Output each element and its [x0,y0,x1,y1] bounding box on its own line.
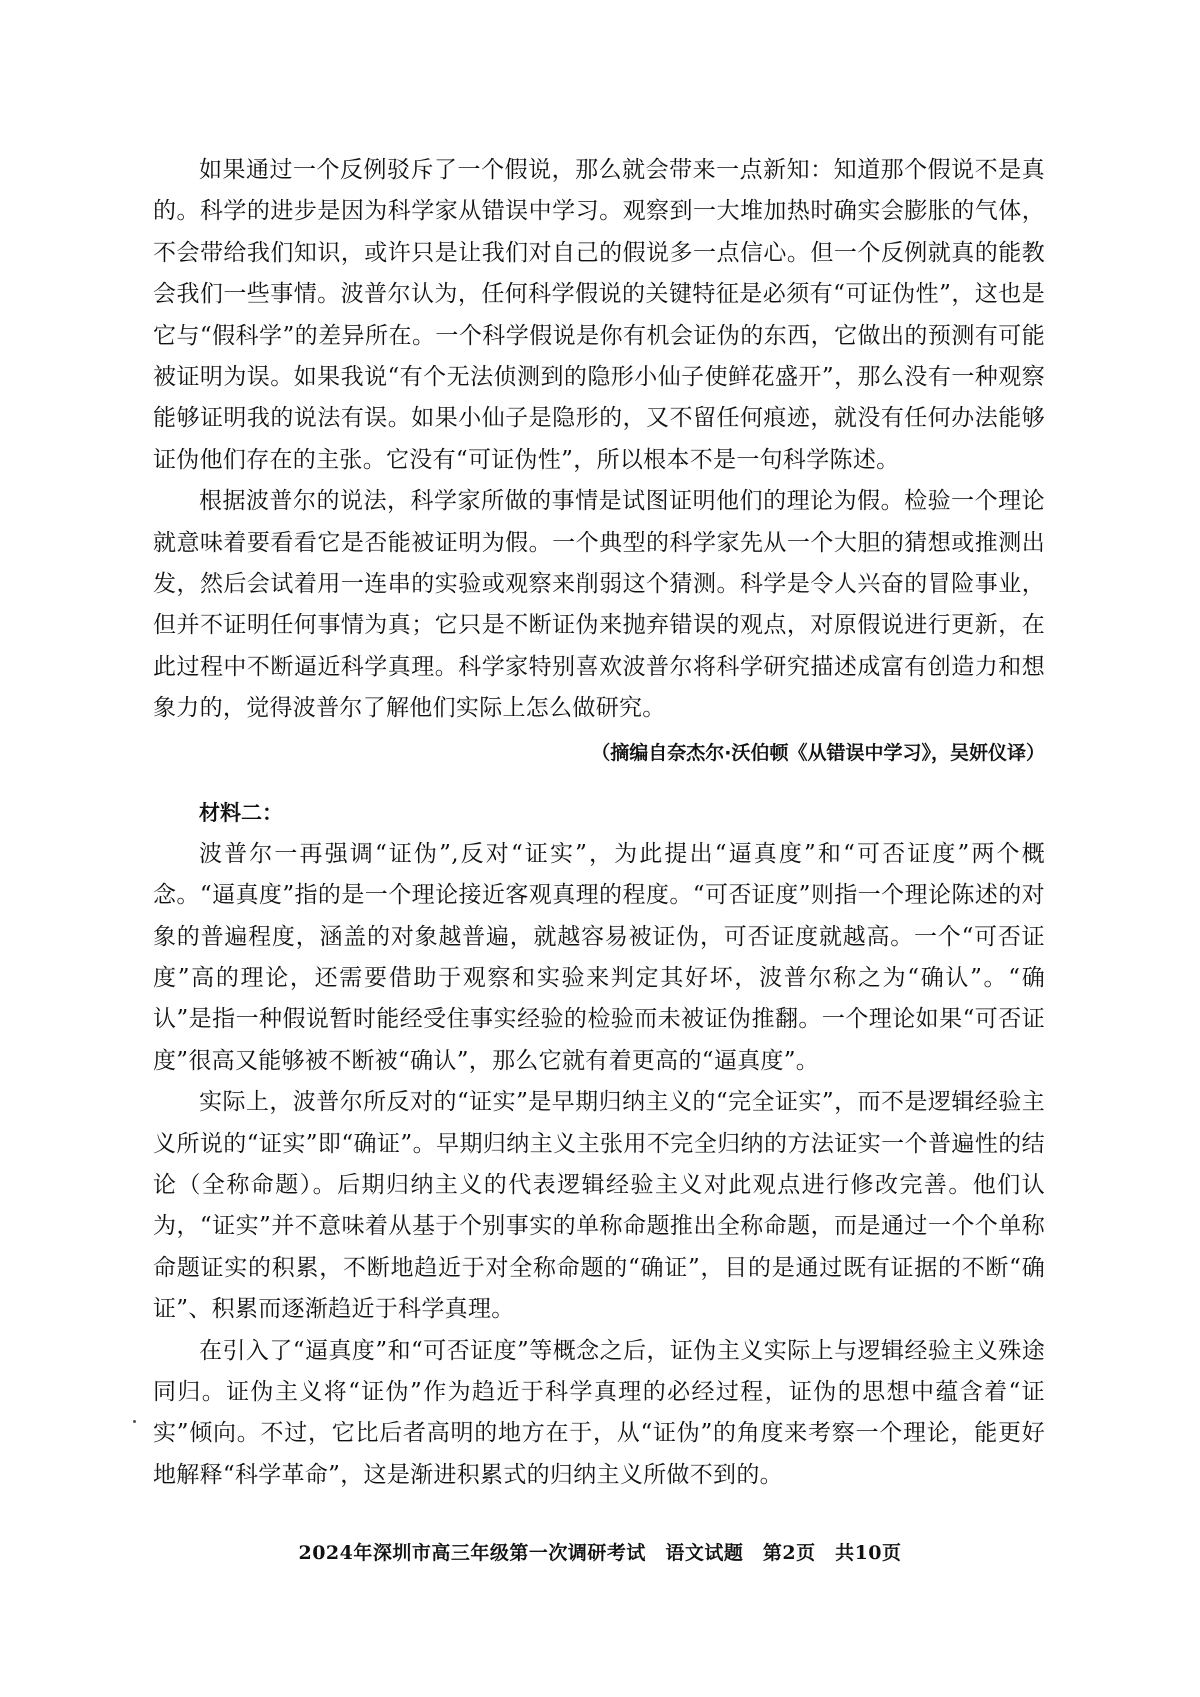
paragraph: 如果通过一个反例驳斥了一个假说，那么就会带来一点新知：知道那个假说不是真的。科学的进步是因为科学家从错误中学习。观察到一大堆加热时确实会膨胀的气体，不会带给我们知识，或许只是让我们对自己的假说多一点信心。但一个反例就真的能教会我们一些事情。波普尔认为，任何科学假说的关键特征是必须有“可证伪性”，这也是它与“假科学”的差异所在。一个科学假说是你有机会证伪的东西，它做出的预测有可能被证明为误。如果我说“有个无法侦测到的隐形小仙子使鲜花盛开”，那么没有一种观察能够证明我的说法有误。如果小仙子是隐形的，又不留任何痕迹，就没有任何办法能够证伪他们存在的主张。它没有“可证伪性”，所以根本不是一句科学陈述。 [153,157,1045,473]
source-citation: （摘编自奈杰尔·沃伯顿《从错误中学习》，吴妍仪译） [591,741,1045,764]
material-two-heading: 材料二： [199,800,283,825]
scan-speck [133,1420,136,1423]
page-footer: 2024年深圳市高三年级第一次调研考试 语文试题 第2页 共10页 [298,1542,902,1564]
paragraph: 波普尔一再强调“证伪”,反对“证实”，为此提出“逼真度”和“可否证度”两个概念。“逼真度”指的是一个理论接近客观真理的程度。“可否证度”则指一个理论陈述的对象的普遍程度，涵盖的对象越普遍，就越容易被证伪，可否证度就越高。一个“可否证度”高的理论，还需要借助于观察和实验来判定其好坏，波普尔称之为“确认”。“确认”是指一种假说暂时能经受住事实经验的检验而未被证伪推翻。一个理论如果“可否证度”很高又能够被不断被“确认”，那么它就有着更高的“逼真度”。 [153,840,1045,1074]
paragraph: 实际上，波普尔所反对的“证实”是早期归纳主义的“完全证实”，而不是逻辑经验主义所说的“证实”即“确证”。早期归纳主义主张用不完全归纳的方法证实一个普遍性的结论（全称命题）。后期归纳主义的代表逻辑经验主义对此观点进行修改完善。他们认为，“证实”并不意味着从基于个别事实的单称命题推出全称命题，而是通过一个个单称命题证实的积累，不断地趋近于对全称命题的“确证”，目的是通过既有证据的不断“确证”、积累而逐渐趋近于科学真理。 [153,1089,1045,1323]
article-body [153,150,1045,1496]
paragraph: 根据波普尔的说法，科学家所做的事情是试图证明他们的理论为假。检验一个理论就意味着要看看它是否能被证明为假。一个典型的科学家先从一个大胆的猜想或推测出发，然后会试着用一连串的实验或观察来削弱这个猜测。科学是令人兴奋的冒险事业，但并不证明任何事情为真；它只是不断证伪来抛弃错误的观点，对原假说进行更新，在此过程中不断逼近科学真理。科学家特别喜欢波普尔将科学研究描述成富有创造力和想象力的，觉得波普尔了解他们实际上怎么做研究。 [153,488,1045,722]
paragraph: 在引入了“逼真度”和“可否证度”等概念之后，证伪主义实际上与逻辑经验主义殊途同归。证伪主义将“证伪”作为趋近于科学真理的必经过程，证伪的思想中蕴含着“证实”倾向。不过，它比后者高明的地方在于，从“证伪”的角度来考察一个理论，能更好地解释“科学革命”，这是渐进积累式的归纳主义所做不到的。 [153,1337,1045,1488]
